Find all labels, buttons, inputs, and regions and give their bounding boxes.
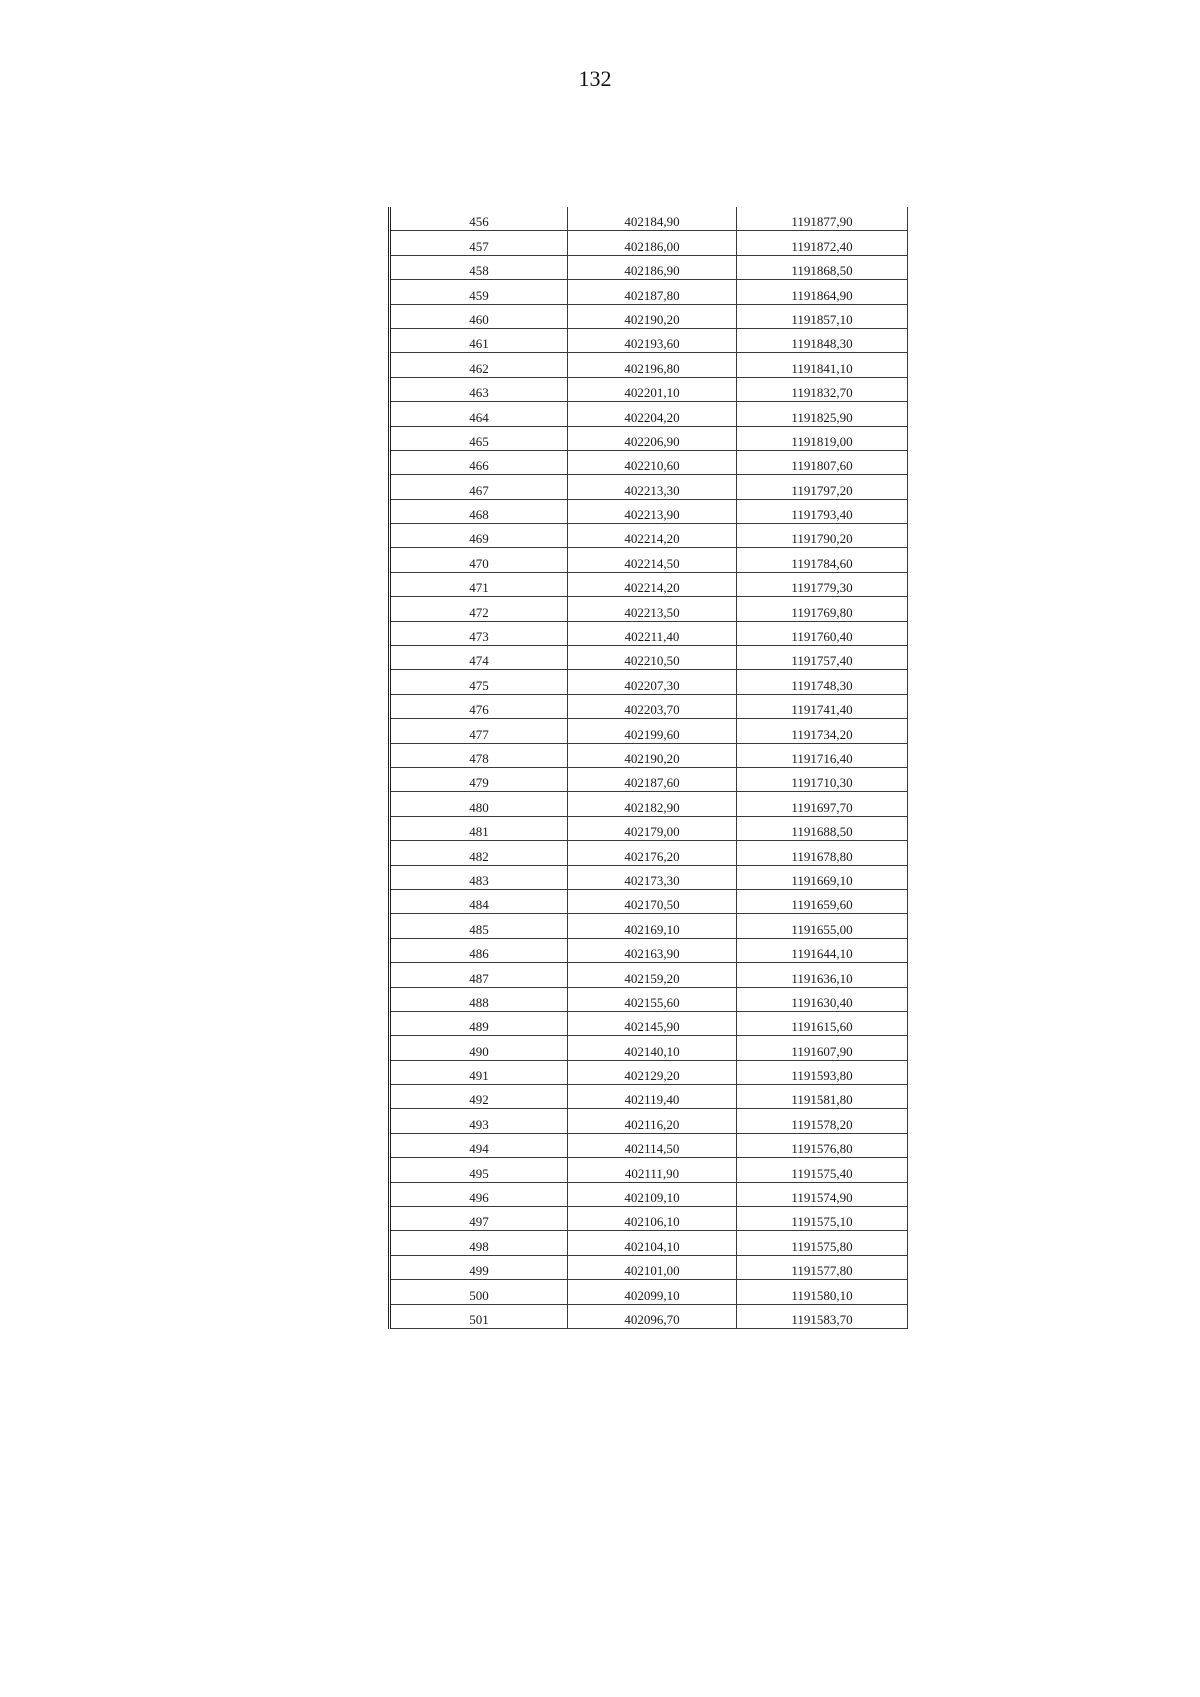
table-row — [391, 1280, 908, 1304]
point-number-cell: 492 — [391, 1085, 568, 1108]
y-coordinate-cell: 1191741,40 — [737, 695, 908, 718]
table-row — [391, 500, 908, 524]
y-coordinate-cell: 1191848,30 — [737, 329, 908, 352]
y-coordinate-cell: 1191615,60 — [737, 1012, 908, 1035]
table-row — [391, 378, 908, 402]
point-number-cell: 476 — [391, 695, 568, 718]
y-coordinate-cell: 1191790,20 — [737, 524, 908, 547]
point-number-cell: 458 — [391, 256, 568, 279]
x-coordinate-cell: 402159,20 — [568, 963, 737, 986]
point-number-cell: 494 — [391, 1134, 568, 1157]
x-coordinate-cell: 402213,30 — [568, 475, 737, 498]
point-number-cell: 463 — [391, 378, 568, 401]
y-coordinate-cell: 1191793,40 — [737, 500, 908, 523]
table-row — [391, 939, 908, 963]
point-number-cell: 483 — [391, 866, 568, 889]
point-number-cell: 461 — [391, 329, 568, 352]
y-coordinate-cell: 1191697,70 — [737, 792, 908, 815]
y-coordinate-cell: 1191607,90 — [737, 1036, 908, 1059]
y-coordinate-cell: 1191748,30 — [737, 670, 908, 693]
table-row — [391, 841, 908, 865]
x-coordinate-cell: 402187,60 — [568, 768, 737, 791]
point-number-cell: 475 — [391, 670, 568, 693]
point-number-cell: 474 — [391, 646, 568, 669]
point-number-cell: 499 — [391, 1256, 568, 1279]
y-coordinate-cell: 1191825,90 — [737, 402, 908, 425]
table-row — [391, 1012, 908, 1036]
y-coordinate-cell: 1191710,30 — [737, 768, 908, 791]
x-coordinate-cell: 402173,30 — [568, 866, 737, 889]
y-coordinate-cell: 1191574,90 — [737, 1183, 908, 1206]
point-number-cell: 491 — [391, 1061, 568, 1084]
x-coordinate-cell: 402201,10 — [568, 378, 737, 401]
point-number-cell: 482 — [391, 841, 568, 864]
y-coordinate-cell: 1191644,10 — [737, 939, 908, 962]
x-coordinate-cell: 402204,20 — [568, 402, 737, 425]
table-row — [391, 719, 908, 743]
point-number-cell: 473 — [391, 622, 568, 645]
table-row — [391, 988, 908, 1012]
y-coordinate-cell: 1191868,50 — [737, 256, 908, 279]
y-coordinate-cell: 1191655,00 — [737, 914, 908, 937]
point-number-cell: 459 — [391, 280, 568, 303]
point-number-cell: 466 — [391, 451, 568, 474]
x-coordinate-cell: 402163,90 — [568, 939, 737, 962]
x-coordinate-cell: 402213,90 — [568, 500, 737, 523]
x-coordinate-cell: 402193,60 — [568, 329, 737, 352]
x-coordinate-cell: 402169,10 — [568, 914, 737, 937]
x-coordinate-cell: 402176,20 — [568, 841, 737, 864]
y-coordinate-cell: 1191578,20 — [737, 1109, 908, 1132]
table-row — [391, 1036, 908, 1060]
x-coordinate-cell: 402207,30 — [568, 670, 737, 693]
x-coordinate-cell: 402186,90 — [568, 256, 737, 279]
x-coordinate-cell: 402211,40 — [568, 622, 737, 645]
table-row — [391, 1183, 908, 1207]
table-row — [391, 1207, 908, 1231]
y-coordinate-cell: 1191757,40 — [737, 646, 908, 669]
table-row — [391, 914, 908, 938]
table-row — [391, 475, 908, 499]
table-row — [391, 817, 908, 841]
x-coordinate-cell: 402182,90 — [568, 792, 737, 815]
y-coordinate-cell: 1191877,90 — [737, 207, 908, 230]
table-row — [391, 670, 908, 694]
y-coordinate-cell: 1191636,10 — [737, 963, 908, 986]
point-number-cell: 472 — [391, 597, 568, 620]
point-number-cell: 478 — [391, 744, 568, 767]
table-row — [391, 768, 908, 792]
y-coordinate-cell: 1191575,40 — [737, 1158, 908, 1181]
point-number-cell: 485 — [391, 914, 568, 937]
x-coordinate-cell: 402129,20 — [568, 1061, 737, 1084]
table-row — [391, 353, 908, 377]
table-row — [391, 548, 908, 572]
table-row — [391, 646, 908, 670]
y-coordinate-cell: 1191819,00 — [737, 427, 908, 450]
point-number-cell: 484 — [391, 890, 568, 913]
point-number-cell: 488 — [391, 988, 568, 1011]
x-coordinate-cell: 402190,20 — [568, 744, 737, 767]
table-row — [391, 1305, 908, 1329]
table-row — [391, 695, 908, 719]
table-row — [391, 1085, 908, 1109]
table-row — [391, 207, 908, 231]
table-row — [391, 402, 908, 426]
x-coordinate-cell: 402114,50 — [568, 1134, 737, 1157]
x-coordinate-cell: 402199,60 — [568, 719, 737, 742]
point-number-cell: 489 — [391, 1012, 568, 1035]
point-number-cell: 481 — [391, 817, 568, 840]
y-coordinate-cell: 1191581,80 — [737, 1085, 908, 1108]
table-row — [391, 963, 908, 987]
x-coordinate-cell: 402145,90 — [568, 1012, 737, 1035]
point-number-cell: 462 — [391, 353, 568, 376]
coordinate-table — [388, 207, 908, 1329]
y-coordinate-cell: 1191575,10 — [737, 1207, 908, 1230]
x-coordinate-cell: 402099,10 — [568, 1280, 737, 1303]
y-coordinate-cell: 1191760,40 — [737, 622, 908, 645]
point-number-cell: 487 — [391, 963, 568, 986]
y-coordinate-cell: 1191769,80 — [737, 597, 908, 620]
y-coordinate-cell: 1191659,60 — [737, 890, 908, 913]
point-number-cell: 477 — [391, 719, 568, 742]
y-coordinate-cell: 1191857,10 — [737, 305, 908, 328]
table-row — [391, 744, 908, 768]
y-coordinate-cell: 1191688,50 — [737, 817, 908, 840]
x-coordinate-cell: 402101,00 — [568, 1256, 737, 1279]
x-coordinate-cell: 402111,90 — [568, 1158, 737, 1181]
point-number-cell: 498 — [391, 1231, 568, 1254]
point-number-cell: 460 — [391, 305, 568, 328]
table-row — [391, 890, 908, 914]
y-coordinate-cell: 1191784,60 — [737, 548, 908, 571]
x-coordinate-cell: 402206,90 — [568, 427, 737, 450]
table-row — [391, 1134, 908, 1158]
point-number-cell: 493 — [391, 1109, 568, 1132]
table-row — [391, 451, 908, 475]
table-row — [391, 427, 908, 451]
point-number-cell: 479 — [391, 768, 568, 791]
point-number-cell: 470 — [391, 548, 568, 571]
table-row — [391, 305, 908, 329]
table-row — [391, 329, 908, 353]
x-coordinate-cell: 402119,40 — [568, 1085, 737, 1108]
x-coordinate-cell: 402214,20 — [568, 524, 737, 547]
point-number-cell: 490 — [391, 1036, 568, 1059]
point-number-cell: 469 — [391, 524, 568, 547]
table-row — [391, 256, 908, 280]
table-row — [391, 792, 908, 816]
x-coordinate-cell: 402096,70 — [568, 1305, 737, 1328]
table-row — [391, 866, 908, 890]
y-coordinate-cell: 1191669,10 — [737, 866, 908, 889]
table-row — [391, 597, 908, 621]
point-number-cell: 465 — [391, 427, 568, 450]
point-number-cell: 480 — [391, 792, 568, 815]
table-row — [391, 280, 908, 304]
table-row — [391, 231, 908, 255]
y-coordinate-cell: 1191583,70 — [737, 1305, 908, 1328]
y-coordinate-cell: 1191807,60 — [737, 451, 908, 474]
x-coordinate-cell: 402214,20 — [568, 573, 737, 596]
x-coordinate-cell: 402213,50 — [568, 597, 737, 620]
point-number-cell: 464 — [391, 402, 568, 425]
point-number-cell: 467 — [391, 475, 568, 498]
y-coordinate-cell: 1191872,40 — [737, 231, 908, 254]
point-number-cell: 457 — [391, 231, 568, 254]
point-number-cell: 496 — [391, 1183, 568, 1206]
table-row — [391, 524, 908, 548]
y-coordinate-cell: 1191630,40 — [737, 988, 908, 1011]
point-number-cell: 471 — [391, 573, 568, 596]
x-coordinate-cell: 402116,20 — [568, 1109, 737, 1132]
y-coordinate-cell: 1191716,40 — [737, 744, 908, 767]
x-coordinate-cell: 402170,50 — [568, 890, 737, 913]
table-row — [391, 1061, 908, 1085]
table-row — [391, 573, 908, 597]
y-coordinate-cell: 1191734,20 — [737, 719, 908, 742]
x-coordinate-cell: 402106,10 — [568, 1207, 737, 1230]
y-coordinate-cell: 1191575,80 — [737, 1231, 908, 1254]
x-coordinate-cell: 402210,50 — [568, 646, 737, 669]
x-coordinate-cell: 402184,90 — [568, 207, 737, 230]
point-number-cell: 468 — [391, 500, 568, 523]
x-coordinate-cell: 402190,20 — [568, 305, 737, 328]
x-coordinate-cell: 402155,60 — [568, 988, 737, 1011]
table-row — [391, 622, 908, 646]
table-row — [391, 1158, 908, 1182]
y-coordinate-cell: 1191779,30 — [737, 573, 908, 596]
point-number-cell: 497 — [391, 1207, 568, 1230]
y-coordinate-cell: 1191576,80 — [737, 1134, 908, 1157]
x-coordinate-cell: 402140,10 — [568, 1036, 737, 1059]
x-coordinate-cell: 402203,70 — [568, 695, 737, 718]
point-number-cell: 456 — [391, 207, 568, 230]
page-number: 132 — [578, 66, 612, 91]
x-coordinate-cell: 402186,00 — [568, 231, 737, 254]
point-number-cell: 500 — [391, 1280, 568, 1303]
y-coordinate-cell: 1191832,70 — [737, 378, 908, 401]
x-coordinate-cell: 402179,00 — [568, 817, 737, 840]
y-coordinate-cell: 1191864,90 — [737, 280, 908, 303]
x-coordinate-cell: 402196,80 — [568, 353, 737, 376]
table-row — [391, 1231, 908, 1255]
table-row — [391, 1256, 908, 1280]
point-number-cell: 486 — [391, 939, 568, 962]
y-coordinate-cell: 1191797,20 — [737, 475, 908, 498]
x-coordinate-cell: 402109,10 — [568, 1183, 737, 1206]
point-number-cell: 501 — [391, 1305, 568, 1328]
y-coordinate-cell: 1191593,80 — [737, 1061, 908, 1084]
table-row — [391, 1109, 908, 1133]
point-number-cell: 495 — [391, 1158, 568, 1181]
y-coordinate-cell: 1191577,80 — [737, 1256, 908, 1279]
y-coordinate-cell: 1191678,80 — [737, 841, 908, 864]
y-coordinate-cell: 1191841,10 — [737, 353, 908, 376]
x-coordinate-cell: 402210,60 — [568, 451, 737, 474]
x-coordinate-cell: 402104,10 — [568, 1231, 737, 1254]
x-coordinate-cell: 402214,50 — [568, 548, 737, 571]
y-coordinate-cell: 1191580,10 — [737, 1280, 908, 1303]
x-coordinate-cell: 402187,80 — [568, 280, 737, 303]
